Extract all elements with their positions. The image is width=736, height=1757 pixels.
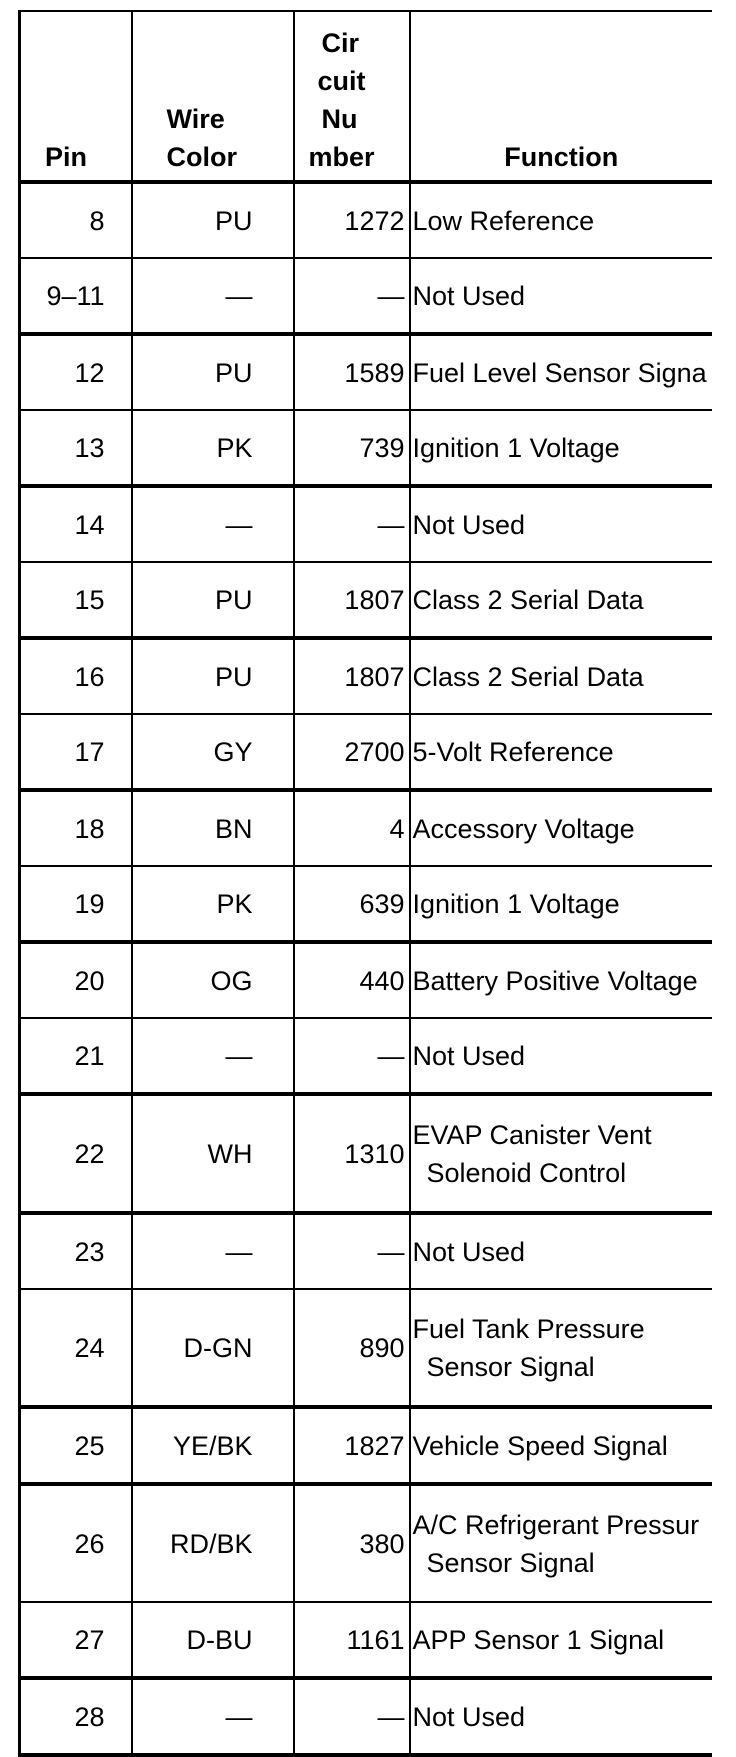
connector-pinout-table — [18, 10, 712, 1757]
pin-cell: 28 — [20, 1678, 132, 1755]
table-row — [20, 790, 713, 866]
function-cell — [410, 1678, 713, 1755]
wire-color-cell: PU — [132, 182, 294, 258]
function-cell — [410, 334, 713, 410]
function-text-line: 5-Volt Reference — [412, 736, 614, 767]
circuit-number-cell: 1589 — [294, 334, 410, 410]
function-text-line: Low Reference — [412, 205, 595, 236]
circuit-number-cell: 440 — [294, 942, 410, 1018]
circuit-number-cell: 739 — [294, 410, 410, 486]
table-row — [20, 182, 713, 258]
circuit-number-cell: 4 — [294, 790, 410, 866]
function-text-line: Class 2 Serial Data — [412, 584, 644, 615]
function-cell — [410, 1407, 713, 1484]
table-row — [20, 866, 713, 942]
pin-cell: 15 — [20, 562, 132, 638]
header-circuit-number-line: Cir — [321, 28, 360, 58]
pin-cell: 22 — [20, 1094, 132, 1213]
header-pin: Pin — [20, 11, 132, 182]
function-text-line: Not Used — [412, 1701, 526, 1732]
circuit-number-cell: 890 — [294, 1289, 410, 1407]
function-text-line: Class 2 Serial Data — [412, 661, 644, 692]
wire-color-cell: GY — [132, 714, 294, 790]
circuit-number-cell: 380 — [294, 1484, 410, 1602]
function-cell — [410, 562, 713, 638]
function-cell — [410, 1484, 713, 1602]
function-cell — [410, 258, 713, 334]
function-text-line: Fuel Tank Pressure — [412, 1313, 645, 1344]
pin-cell: 19 — [20, 866, 132, 942]
circuit-number-cell: 1310 — [294, 1094, 410, 1213]
pin-cell: 8 — [20, 182, 132, 258]
circuit-number-cell: 1807 — [294, 562, 410, 638]
function-text-line: Not Used — [412, 509, 526, 540]
table-row — [20, 562, 713, 638]
header-wire-color-line: Color — [166, 142, 237, 172]
table-row — [20, 486, 713, 562]
pin-cell: 25 — [20, 1407, 132, 1484]
wire-color-cell: OG — [132, 942, 294, 1018]
table-row — [20, 1213, 713, 1289]
pin-cell: 20 — [20, 942, 132, 1018]
wire-color-cell: — — [132, 258, 294, 334]
circuit-number-cell: 1827 — [294, 1407, 410, 1484]
pin-cell: 17 — [20, 714, 132, 790]
header-circuit-number-line: mber — [308, 142, 375, 172]
function-text-line: Ignition 1 Voltage — [412, 432, 620, 463]
function-cell — [410, 182, 713, 258]
function-text-line: Accessory Voltage — [412, 813, 635, 844]
function-cell — [410, 1094, 713, 1213]
table-row — [20, 638, 713, 714]
wire-color-cell: — — [132, 1018, 294, 1094]
function-text-line: Not Used — [412, 1040, 526, 1071]
function-cell — [410, 1213, 713, 1289]
function-text-line: Solenoid Control — [426, 1157, 627, 1188]
function-cell — [410, 790, 713, 866]
function-cell — [410, 486, 713, 562]
function-cell — [410, 1018, 713, 1094]
circuit-number-cell: 1161 — [294, 1602, 410, 1678]
header-circuit-number-line: cuit — [317, 66, 366, 96]
circuit-number-cell: 2700 — [294, 714, 410, 790]
function-text-line: Not Used — [412, 280, 526, 311]
pin-cell: 21 — [20, 1018, 132, 1094]
function-text-line: Sensor Signal — [426, 1351, 595, 1382]
function-cell — [410, 638, 713, 714]
function-cell — [410, 1602, 713, 1678]
wire-color-cell: RD/BK — [132, 1484, 294, 1602]
table-row — [20, 942, 713, 1018]
circuit-number-cell: — — [294, 486, 410, 562]
header-circuit-number-line: Nu — [321, 104, 358, 134]
function-text-line: Sensor Signal — [426, 1547, 595, 1578]
circuit-number-cell: 1807 — [294, 638, 410, 714]
function-cell — [410, 410, 713, 486]
circuit-number-cell: 639 — [294, 866, 410, 942]
function-cell — [410, 714, 713, 790]
function-text-line: Battery Positive Voltage — [412, 965, 698, 996]
function-text-line: A/C Refrigerant Pressur — [412, 1509, 700, 1540]
wire-color-cell: PU — [132, 562, 294, 638]
table-body — [20, 182, 713, 1755]
table-row — [20, 410, 713, 486]
circuit-number-cell: — — [294, 258, 410, 334]
table-row — [20, 1289, 713, 1407]
pin-cell: 23 — [20, 1213, 132, 1289]
table-row — [20, 1484, 713, 1602]
function-cell — [410, 1289, 713, 1407]
function-cell — [410, 866, 713, 942]
table-row — [20, 1678, 713, 1755]
wire-color-cell: PK — [132, 866, 294, 942]
wire-color-cell: PU — [132, 334, 294, 410]
wire-color-cell: D-BU — [132, 1602, 294, 1678]
header-circuit-number — [294, 11, 410, 182]
pin-cell: 12 — [20, 334, 132, 410]
table-row — [20, 1407, 713, 1484]
circuit-number-cell: — — [294, 1018, 410, 1094]
table-row — [20, 1094, 713, 1213]
function-text-line: Ignition 1 Voltage — [412, 888, 620, 919]
function-text-line: EVAP Canister Vent — [412, 1119, 652, 1150]
wire-color-cell: — — [132, 1678, 294, 1755]
wire-color-cell: BN — [132, 790, 294, 866]
header-function: Function — [410, 11, 713, 182]
table-row — [20, 714, 713, 790]
connector-pinout-table-container — [18, 10, 712, 1757]
function-text-line: Vehicle Speed Signal — [412, 1430, 668, 1461]
function-cell — [410, 942, 713, 1018]
header-wire-color-line: Wire — [166, 104, 225, 134]
table-header — [20, 11, 713, 182]
circuit-number-cell: 1272 — [294, 182, 410, 258]
function-text-line: Fuel Level Sensor Signa — [412, 357, 707, 388]
pin-cell: 18 — [20, 790, 132, 866]
pin-cell: 13 — [20, 410, 132, 486]
pin-cell: 9–11 — [20, 258, 132, 334]
wire-color-cell: D-GN — [132, 1289, 294, 1407]
wire-color-cell: WH — [132, 1094, 294, 1213]
pin-cell: 24 — [20, 1289, 132, 1407]
wire-color-cell: — — [132, 486, 294, 562]
wire-color-cell: YE/BK — [132, 1407, 294, 1484]
pin-cell: 27 — [20, 1602, 132, 1678]
table-row — [20, 258, 713, 334]
table-row — [20, 1018, 713, 1094]
circuit-number-cell: — — [294, 1213, 410, 1289]
pin-cell: 14 — [20, 486, 132, 562]
function-text-line: APP Sensor 1 Signal — [412, 1624, 665, 1655]
wire-color-cell: — — [132, 1213, 294, 1289]
header-row — [20, 11, 713, 182]
table-row — [20, 1602, 713, 1678]
wire-color-cell: PK — [132, 410, 294, 486]
wire-color-cell: PU — [132, 638, 294, 714]
pin-cell: 16 — [20, 638, 132, 714]
function-text-line: Not Used — [412, 1236, 526, 1267]
table-row — [20, 334, 713, 410]
pin-cell: 26 — [20, 1484, 132, 1602]
circuit-number-cell: — — [294, 1678, 410, 1755]
header-wire-color — [132, 11, 294, 182]
